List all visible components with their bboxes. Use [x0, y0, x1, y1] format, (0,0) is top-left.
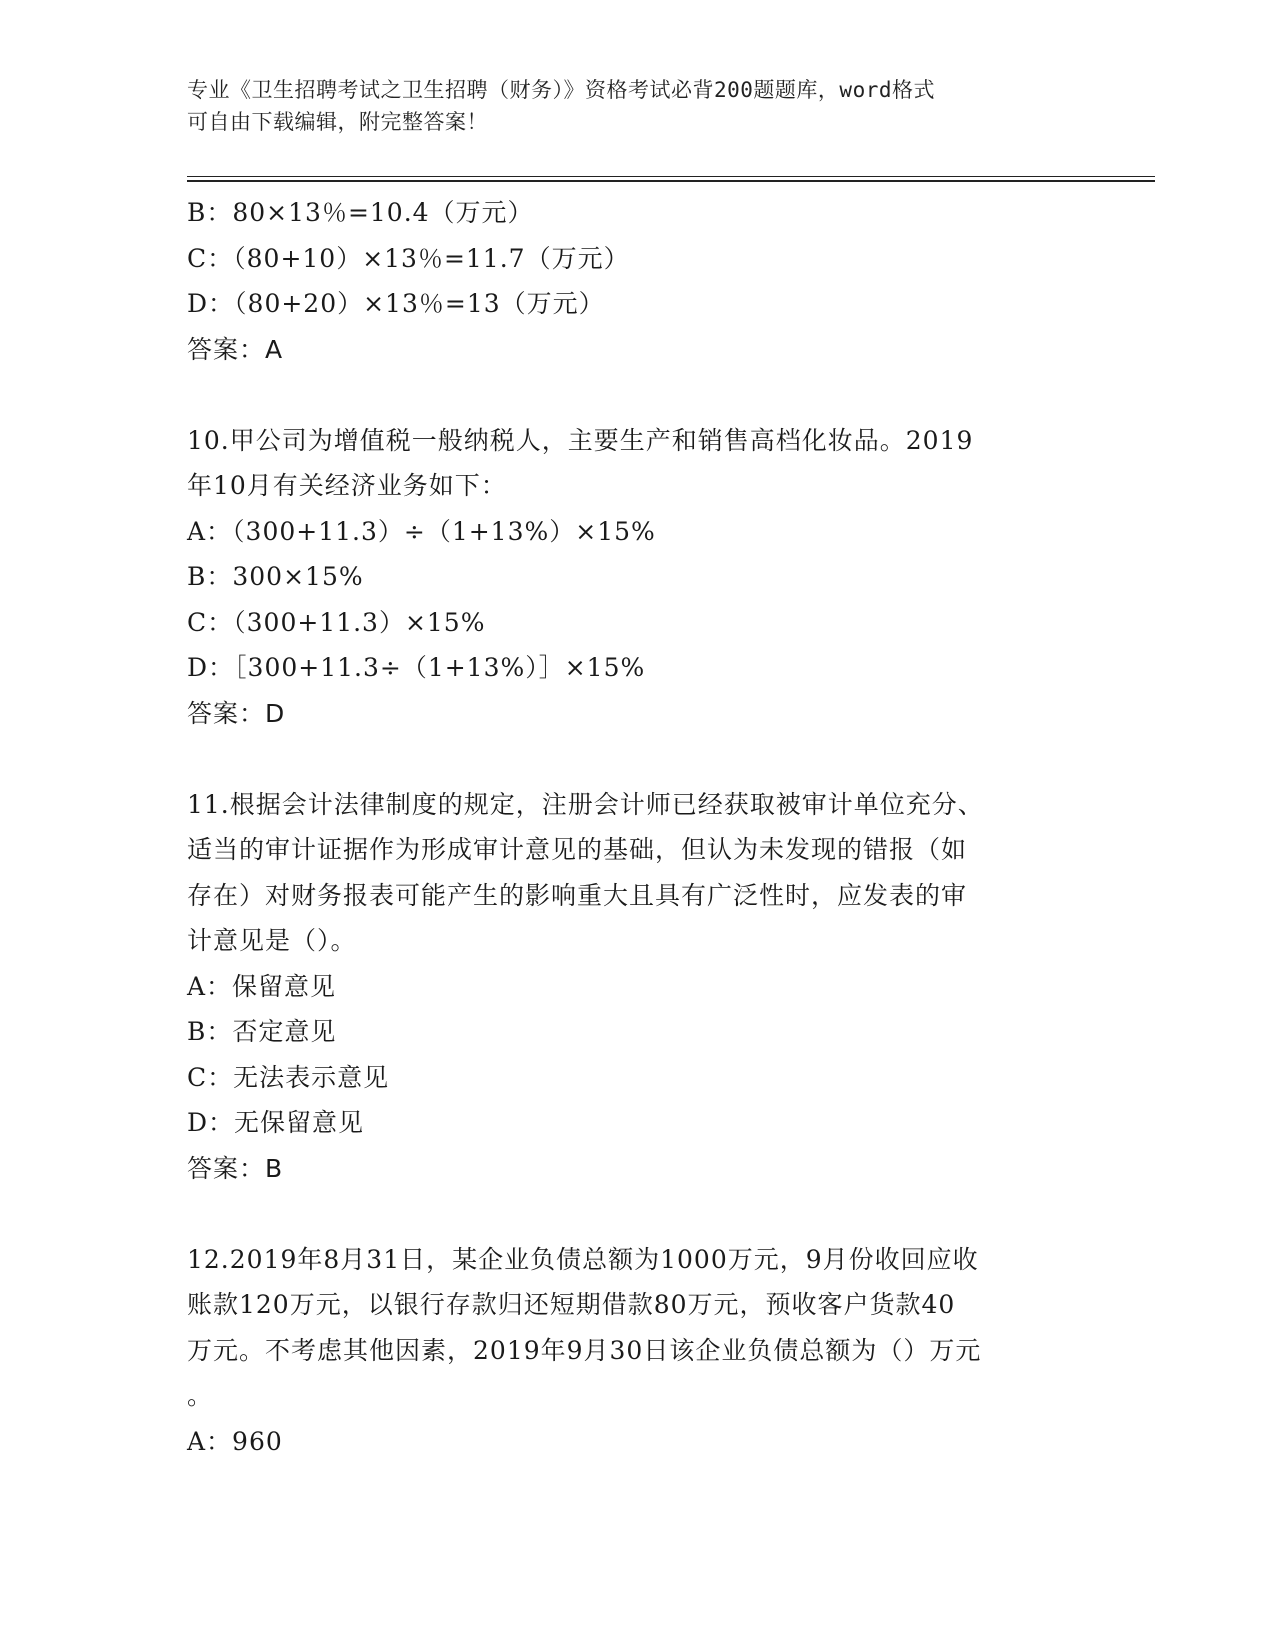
question-line: 11.根据会计法律制度的规定，注册会计师已经获取被审计单位充分、: [187, 789, 984, 819]
question-line: 。: [187, 1381, 214, 1410]
question-line: A：（300+11.3）÷（1+13%）×15%: [187, 516, 656, 546]
question-line: D：［300+11.3÷（1+13%）］×15%: [187, 653, 646, 682]
block-spacer: [187, 736, 1087, 782]
question-line: 年10月有关经济业务如下：: [187, 471, 507, 500]
block-spacer: [187, 1191, 1087, 1237]
question-line: 10.甲公司为增值税一般纳税人，主要生产和销售高档化妆品。2019: [187, 425, 974, 455]
question-line: D：无保留意见: [187, 1108, 365, 1137]
question-line: 存在）对财务报表可能产生的影响重大且具有广泛性时，应发表的审: [187, 880, 968, 910]
question-line: 账款120万元，以银行存款归还短期借款80万元，预收客户货款40: [187, 1290, 956, 1319]
document-header: [187, 74, 1087, 138]
question-block: [187, 418, 1087, 737]
question-line: 12.2019年8月31日，某企业负债总额为1000万元，9月份收回应收: [187, 1244, 979, 1274]
question-line: A：960: [187, 1426, 283, 1456]
question-block: [187, 782, 1087, 1192]
header-line-2: 可自由下载编辑，附完整答案！: [187, 110, 488, 134]
header-rule-thick: [187, 180, 1155, 182]
header-line-1: 专业《卫生招聘考试之卫生招聘（财务）》资格考试必背200题题库，word格式: [187, 78, 935, 102]
question-line: 万元。不考虑其他因素，2019年9月30日该企业负债总额为（）万元: [187, 1335, 982, 1365]
question-line: 计意见是（）。: [187, 926, 357, 955]
question-line: C：无法表示意见: [187, 1062, 390, 1092]
question-line: A：保留意见: [187, 971, 337, 1001]
question-line: C：（300+11.3）×15%: [187, 607, 486, 637]
question-line: B：80×13％=10.4（万元）: [187, 198, 534, 227]
question-line: D：（80+20）×13％=13（万元）: [187, 289, 605, 318]
document-body: [187, 190, 1087, 1464]
question-block: [187, 190, 1087, 372]
question-block: [187, 1237, 1087, 1465]
header-rule-thin: [187, 176, 1155, 177]
answer-line: 答案：A: [187, 334, 284, 364]
question-line: 适当的审计证据作为形成审计意见的基础，但认为未发现的错报（如: [187, 835, 968, 864]
answer-line: 答案：D: [187, 698, 286, 728]
question-line: B：300×15%: [187, 562, 364, 591]
answer-line: 答案：B: [187, 1153, 284, 1183]
block-spacer: [187, 372, 1087, 418]
question-line: C：（80+10）×13％=11.7（万元）: [187, 243, 630, 273]
question-line: B：否定意见: [187, 1017, 337, 1046]
